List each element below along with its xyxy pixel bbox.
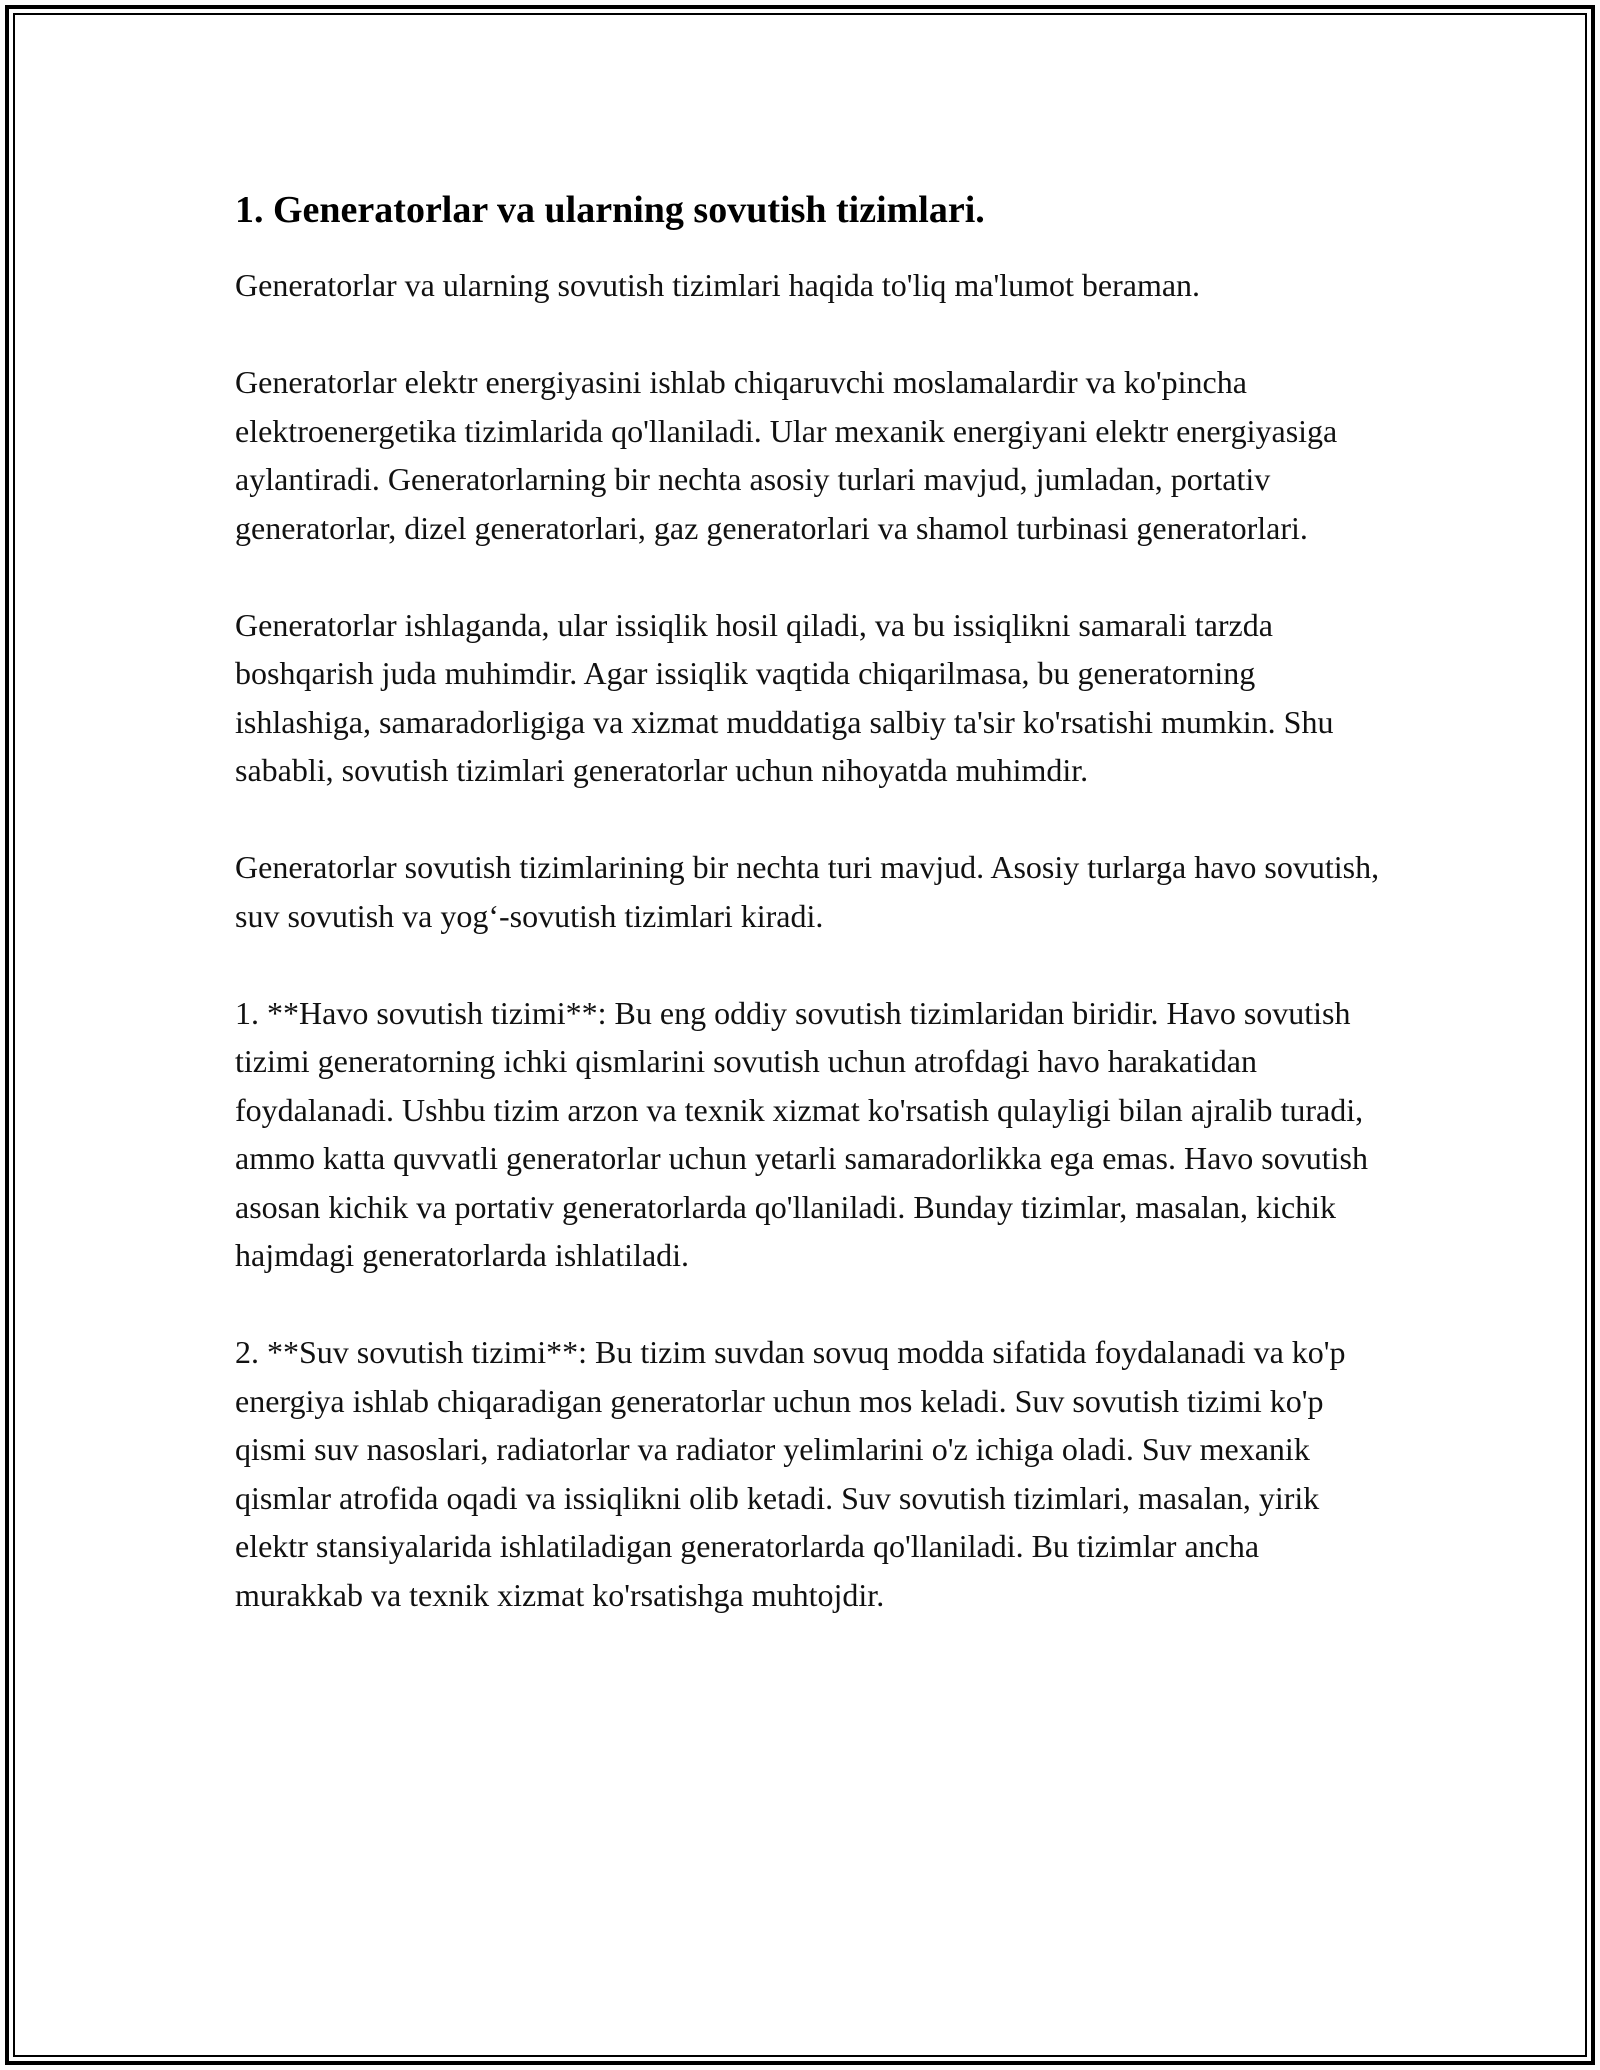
paragraph-heat-importance: Generatorlar ishlaganda, ular issiqlik hosil qiladi, va bu issiqlikni samarali tarzda boshqarish juda muhimdir. Agar issiqlik vaqtida chiqarilmasa, bu generatorning ishlashiga, samaradorligiga va xizmat muddatiga salbiy ta'sir ko'rsatishi mumkin. Shu sababli, sovutish tizimlari generatorlar uchun nihoyatda muhimdir. (235, 606, 1334, 789)
paragraph-water-cooling: 2. **Suv sovutish tizimi**: Bu tizim suvdan sovuq modda sifatida foydalanadi va ko'p energiya ishlab chiqaradigan generatorlar uchun mos keladi. Suv sovutish tizimi ko'p qismi suv nasoslari, radiatorlar va radiator yelimlarini o'z ichiga oladi. Suv mexanik qismlar atrofida oqadi va issiqlikni olib ketadi. Suv sovutish tizimlari, masalan, yirik elektr stansiyalarida ishlatiladigan generatorlarda qo'llaniladi. Bu tizimlar ancha murakkab va texnik xizmat ko'rsatishga muhtojdir. (235, 1334, 1346, 1613)
paragraph-air-cooling: 1. **Havo sovutish tizimi**: Bu eng oddiy sovutish tizimlaridan biridir. Havo sovutish tizimi generatorning ichki qismlarini sovutish uchun atrofdagi havo harakatidan foydalanadi. Ushbu tizim arzon va texnik xizmat ko'rsatish qulayligi bilan ajralib turadi, ammo katta quvvatli generatorlar uchun yetarli samaradorlikka ega emas. Havo sovutish asosan kichik va portativ generatorlarda qo'llaniladi. Bunday tizimlar, masalan, kichik hajmdagi generatorlarda ishlatiladi. (235, 994, 1368, 1274)
paragraph-generators-overview: Generatorlar elektr energiyasini ishlab chiqaruvchi moslamalardir va ko'pincha elektroenergetika tizimlarida qo'llaniladi. Ular mexanik energiyani elektr energiyasiga aylantiradi. Generatorlarning bir nechta asosiy turlari mavjud, jumladan, portativ generatorlar, dizel generatorlari, gaz generatorlari va shamol turbinasi generatorlari. (235, 364, 1338, 546)
document-body (235, 186, 1385, 1619)
document-title: 1. Generatorlar va ularning sovutish tizimlari. (235, 189, 985, 231)
paragraph-intro: Generatorlar va ularning sovutish tizimlari haqida to'liq ma'lumot beraman. (235, 267, 1201, 304)
paragraph-cooling-types: Generatorlar sovutish tizimlarining bir nechta turi mavjud. Asosiy turlarga havo sovutish, suv sovutish va yog‘-sovutish tizimlari kiradi. (235, 849, 1380, 934)
